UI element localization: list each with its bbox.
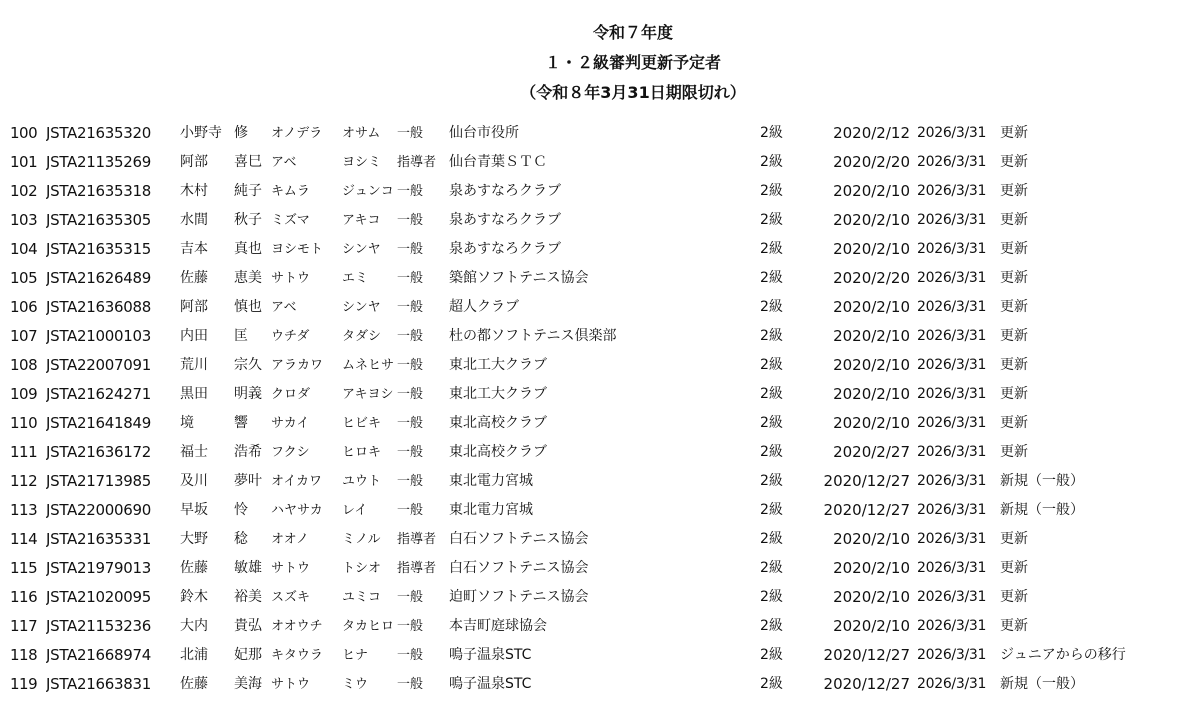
row-number: 105 xyxy=(10,269,38,287)
referee-grade: 2級 xyxy=(760,125,783,141)
last-name: 鈴木 xyxy=(180,589,208,605)
first-name-kana: ヨシミ xyxy=(342,155,382,170)
registration-date: 2020/12/27 xyxy=(823,472,910,490)
member-id: JSTA21663831 xyxy=(46,675,151,693)
first-name-kana: アキコ xyxy=(342,213,381,228)
category: 指導者 xyxy=(397,155,437,170)
first-name: 敏雄 xyxy=(234,560,262,576)
club-name: 鳴子温泉STC xyxy=(449,676,532,692)
first-name-kana: ヒビキ xyxy=(342,416,382,431)
last-name: 阿部 xyxy=(180,154,208,170)
first-name: 響 xyxy=(234,415,248,431)
category: 一般 xyxy=(397,126,424,141)
category: 一般 xyxy=(397,242,424,257)
referee-grade: 2級 xyxy=(760,531,783,547)
member-id: JSTA21636088 xyxy=(46,298,151,316)
registration-date: 2020/2/10 xyxy=(833,559,910,577)
referee-grade: 2級 xyxy=(760,299,783,315)
member-id: JSTA21668974 xyxy=(46,646,151,664)
referee-list xyxy=(0,119,1200,699)
member-id: JSTA21635315 xyxy=(46,240,151,258)
first-name: 慎也 xyxy=(234,299,262,315)
status-note: 更新 xyxy=(1000,560,1028,576)
last-name-kana: オノデラ xyxy=(271,126,323,141)
first-name-kana: ユミコ xyxy=(342,590,382,605)
first-name-kana: ミウ xyxy=(342,677,369,692)
row-number: 107 xyxy=(10,327,38,345)
status-note: 更新 xyxy=(1000,270,1028,286)
table-row xyxy=(0,670,1200,699)
first-name-kana: ジュンコ xyxy=(342,184,394,199)
club-name: 泉あすなろクラブ xyxy=(449,183,561,199)
last-name: 福士 xyxy=(180,444,208,460)
referee-grade: 2級 xyxy=(760,270,783,286)
referee-grade: 2級 xyxy=(760,212,783,228)
expiry-date: 2026/3/31 xyxy=(917,212,987,228)
registration-date: 2020/2/20 xyxy=(833,153,910,171)
expiry-date: 2026/3/31 xyxy=(917,618,987,634)
first-name-kana: アキヨシ xyxy=(342,387,394,402)
referee-grade: 2級 xyxy=(760,676,783,692)
registration-date: 2020/2/27 xyxy=(833,443,910,461)
category: 一般 xyxy=(397,213,424,228)
last-name: 境 xyxy=(180,415,194,431)
first-name: 恵美 xyxy=(234,270,262,286)
last-name: 内田 xyxy=(180,328,208,344)
club-name: 仙台青葉ＳＴＣ xyxy=(449,154,547,170)
category: 一般 xyxy=(397,445,424,460)
status-note: 更新 xyxy=(1000,154,1028,170)
category: 一般 xyxy=(397,590,424,605)
member-id: JSTA21636172 xyxy=(46,443,151,461)
first-name-kana: ヒナ xyxy=(342,648,369,663)
first-name: 明義 xyxy=(234,386,262,402)
table-row xyxy=(0,148,1200,177)
last-name: 早坂 xyxy=(180,502,208,518)
referee-grade: 2級 xyxy=(760,328,783,344)
referee-grade: 2級 xyxy=(760,618,783,634)
table-row xyxy=(0,525,1200,554)
table-row xyxy=(0,235,1200,264)
status-note: 更新 xyxy=(1000,241,1028,257)
document-header xyxy=(0,18,1200,108)
category: 一般 xyxy=(397,358,424,373)
registration-date: 2020/2/10 xyxy=(833,240,910,258)
member-id: JSTA22000690 xyxy=(46,501,151,519)
first-name-kana: レイ xyxy=(342,503,368,518)
referee-grade: 2級 xyxy=(760,444,783,460)
row-number: 104 xyxy=(10,240,38,258)
last-name-kana: オオノ xyxy=(271,532,309,547)
status-note: 更新 xyxy=(1000,589,1028,605)
referee-grade: 2級 xyxy=(760,241,783,257)
member-id: JSTA21635318 xyxy=(46,182,151,200)
club-name: 杜の都ソフトテニス倶楽部 xyxy=(449,328,617,344)
club-name: 白石ソフトテニス協会 xyxy=(449,531,589,547)
last-name: 荒川 xyxy=(180,357,208,373)
club-name: 東北高校クラブ xyxy=(449,444,547,460)
first-name: 宗久 xyxy=(234,357,262,373)
first-name: 秋子 xyxy=(234,212,262,228)
category: 一般 xyxy=(397,474,424,489)
first-name-kana: エミ xyxy=(342,271,369,286)
last-name: 及川 xyxy=(180,473,208,489)
status-note: 更新 xyxy=(1000,212,1028,228)
last-name-kana: オイカワ xyxy=(271,474,322,489)
last-name: 大内 xyxy=(180,618,208,634)
referee-grade: 2級 xyxy=(760,183,783,199)
status-note: 更新 xyxy=(1000,386,1028,402)
status-note: 更新 xyxy=(1000,531,1028,547)
category: 一般 xyxy=(397,416,424,431)
club-name: 泉あすなろクラブ xyxy=(449,241,561,257)
member-id: JSTA22007091 xyxy=(46,356,151,374)
row-number: 108 xyxy=(10,356,38,374)
category: 一般 xyxy=(397,329,424,344)
last-name-kana: キタウラ xyxy=(271,648,323,663)
expiry-date: 2026/3/31 xyxy=(917,125,987,141)
first-name: 匡 xyxy=(234,328,248,344)
expiry-date: 2026/3/31 xyxy=(917,647,987,663)
expiry-date: 2026/3/31 xyxy=(917,183,987,199)
table-row xyxy=(0,206,1200,235)
table-row xyxy=(0,380,1200,409)
fiscal-year-title: 令和７年度 xyxy=(592,23,673,42)
referee-grade: 2級 xyxy=(760,357,783,373)
row-number: 110 xyxy=(10,414,38,432)
row-number: 118 xyxy=(10,646,38,664)
last-name: 黒田 xyxy=(180,386,208,402)
first-name: 修 xyxy=(234,125,248,141)
expiry-date: 2026/3/31 xyxy=(917,270,987,286)
last-name-kana: サカイ xyxy=(271,416,310,431)
table-row xyxy=(0,438,1200,467)
club-name: 築館ソフトテニス協会 xyxy=(449,270,589,286)
category: 一般 xyxy=(397,619,424,634)
expiry-date: 2026/3/31 xyxy=(917,241,987,257)
last-name: 阿部 xyxy=(180,299,208,315)
club-name: 超人クラブ xyxy=(449,299,519,315)
last-name-kana: スズキ xyxy=(271,590,311,605)
category: 一般 xyxy=(397,271,424,286)
category: 一般 xyxy=(397,503,424,518)
last-name-kana: クロダ xyxy=(271,387,311,402)
status-note: ジュニアからの移行 xyxy=(1000,647,1126,663)
row-number: 111 xyxy=(10,443,38,461)
referee-grade: 2級 xyxy=(760,415,783,431)
club-name: 鳴子温泉STC xyxy=(449,647,532,663)
last-name: 吉本 xyxy=(180,241,208,257)
table-row xyxy=(0,641,1200,670)
last-name-kana: ウチダ xyxy=(271,329,310,344)
table-row xyxy=(0,177,1200,206)
last-name: 佐藤 xyxy=(180,270,208,286)
first-name-kana: シンヤ xyxy=(342,242,381,257)
registration-date: 2020/2/10 xyxy=(833,182,910,200)
registration-date: 2020/2/10 xyxy=(833,414,910,432)
table-row xyxy=(0,351,1200,380)
expiry-date: 2026/3/31 xyxy=(917,357,987,373)
first-name: 夢叶 xyxy=(234,473,262,489)
table-row xyxy=(0,612,1200,641)
club-name: 東北高校クラブ xyxy=(449,415,547,431)
expiry-subtitle: （令和８年3月31日期限切れ） xyxy=(520,83,746,102)
last-name-kana: アベ xyxy=(271,300,297,315)
member-id: JSTA21624271 xyxy=(46,385,151,403)
registration-date: 2020/2/10 xyxy=(833,530,910,548)
category: 一般 xyxy=(397,648,424,663)
status-note: 更新 xyxy=(1000,299,1028,315)
last-name-kana: ハヤサカ xyxy=(271,503,323,518)
referee-grade: 2級 xyxy=(760,647,783,663)
referee-grade: 2級 xyxy=(760,502,783,518)
club-name: 泉あすなろクラブ xyxy=(449,212,561,228)
last-name: 北浦 xyxy=(180,647,208,663)
first-name-kana: オサム xyxy=(342,126,381,141)
last-name-kana: キムラ xyxy=(271,184,310,199)
first-name: 貴弘 xyxy=(234,618,262,634)
registration-date: 2020/2/10 xyxy=(833,298,910,316)
referee-grade: 2級 xyxy=(760,386,783,402)
member-id: JSTA21635305 xyxy=(46,211,151,229)
first-name: 純子 xyxy=(234,183,262,199)
member-id: JSTA21000103 xyxy=(46,327,151,345)
registration-date: 2020/2/10 xyxy=(833,617,910,635)
status-note: 更新 xyxy=(1000,183,1028,199)
first-name-kana: ムネヒサ xyxy=(342,358,395,373)
status-note: 更新 xyxy=(1000,415,1028,431)
table-row xyxy=(0,467,1200,496)
last-name-kana: サトウ xyxy=(271,561,311,576)
last-name-kana: サトウ xyxy=(271,677,311,692)
status-note: 更新 xyxy=(1000,125,1028,141)
club-name: 東北工大クラブ xyxy=(449,357,547,373)
last-name: 木村 xyxy=(180,183,208,199)
club-name: 東北工大クラブ xyxy=(449,386,547,402)
status-note: 新規（一般） xyxy=(1000,473,1084,489)
member-id: JSTA21020095 xyxy=(46,588,151,606)
first-name: 妃那 xyxy=(234,647,262,663)
registration-date: 2020/2/12 xyxy=(833,124,910,142)
last-name-kana: サトウ xyxy=(271,271,311,286)
first-name-kana: タカヒロ xyxy=(342,619,395,634)
last-name-kana: ヨシモト xyxy=(271,242,324,257)
last-name-kana: ミズマ xyxy=(271,213,310,228)
category: 指導者 xyxy=(397,532,437,547)
club-name: 仙台市役所 xyxy=(449,125,519,141)
expiry-date: 2026/3/31 xyxy=(917,415,987,431)
registration-date: 2020/2/10 xyxy=(833,356,910,374)
registration-date: 2020/12/27 xyxy=(823,675,910,693)
status-note: 更新 xyxy=(1000,328,1028,344)
row-number: 106 xyxy=(10,298,38,316)
club-name: 本吉町庭球協会 xyxy=(449,618,547,634)
expiry-date: 2026/3/31 xyxy=(917,473,987,489)
table-row xyxy=(0,496,1200,525)
category: 指導者 xyxy=(397,561,437,576)
member-id: JSTA21135269 xyxy=(46,153,151,171)
expiry-date: 2026/3/31 xyxy=(917,386,987,402)
expiry-date: 2026/3/31 xyxy=(917,328,987,344)
member-id: JSTA21979013 xyxy=(46,559,151,577)
status-note: 新規（一般） xyxy=(1000,502,1084,518)
status-note: 更新 xyxy=(1000,444,1028,460)
last-name: 水間 xyxy=(180,212,208,228)
expiry-date: 2026/3/31 xyxy=(917,299,987,315)
last-name: 大野 xyxy=(180,531,208,547)
row-number: 109 xyxy=(10,385,38,403)
last-name: 小野寺 xyxy=(180,125,222,141)
first-name-kana: シンヤ xyxy=(342,300,381,315)
row-number: 103 xyxy=(10,211,38,229)
row-number: 101 xyxy=(10,153,38,171)
first-name: 美海 xyxy=(234,676,262,692)
first-name-kana: タダシ xyxy=(342,329,382,344)
table-row xyxy=(0,293,1200,322)
referee-grade: 2級 xyxy=(760,154,783,170)
expiry-date: 2026/3/31 xyxy=(917,154,987,170)
row-number: 116 xyxy=(10,588,38,606)
first-name: 裕美 xyxy=(234,589,262,605)
category: 一般 xyxy=(397,677,424,692)
registration-date: 2020/2/10 xyxy=(833,327,910,345)
document-title: １・２級審判更新予定者 xyxy=(544,53,721,72)
table-row xyxy=(0,119,1200,148)
member-id: JSTA21635320 xyxy=(46,124,151,142)
referee-grade: 2級 xyxy=(760,589,783,605)
first-name: 稔 xyxy=(234,531,248,547)
member-id: JSTA21635331 xyxy=(46,530,151,548)
category: 一般 xyxy=(397,184,424,199)
status-note: 更新 xyxy=(1000,357,1028,373)
member-id: JSTA21713985 xyxy=(46,472,151,490)
first-name-kana: ユウト xyxy=(342,474,382,489)
last-name: 佐藤 xyxy=(180,560,208,576)
member-id: JSTA21153236 xyxy=(46,617,151,635)
first-name-kana: トシオ xyxy=(342,561,382,576)
category: 一般 xyxy=(397,300,424,315)
club-name: 白石ソフトテニス協会 xyxy=(449,560,589,576)
member-id: JSTA21641849 xyxy=(46,414,151,432)
expiry-date: 2026/3/31 xyxy=(917,676,987,692)
table-row xyxy=(0,583,1200,612)
first-name-kana: ヒロキ xyxy=(342,445,382,460)
member-id: JSTA21626489 xyxy=(46,269,151,287)
row-number: 102 xyxy=(10,182,38,200)
table-row xyxy=(0,264,1200,293)
last-name-kana: アラカワ xyxy=(271,358,324,373)
last-name: 佐藤 xyxy=(180,676,208,692)
club-name: 東北電力宮城 xyxy=(449,473,533,489)
registration-date: 2020/2/10 xyxy=(833,385,910,403)
row-number: 112 xyxy=(10,472,38,490)
last-name-kana: オオウチ xyxy=(271,619,323,634)
status-note: 新規（一般） xyxy=(1000,676,1084,692)
registration-date: 2020/12/27 xyxy=(823,646,910,664)
referee-grade: 2級 xyxy=(760,473,783,489)
row-number: 114 xyxy=(10,530,38,548)
first-name-kana: ミノル xyxy=(342,532,381,547)
table-row xyxy=(0,409,1200,438)
club-name: 東北電力宮城 xyxy=(449,502,533,518)
registration-date: 2020/2/10 xyxy=(833,211,910,229)
expiry-date: 2026/3/31 xyxy=(917,531,987,547)
status-note: 更新 xyxy=(1000,618,1028,634)
expiry-date: 2026/3/31 xyxy=(917,444,987,460)
table-row xyxy=(0,322,1200,351)
last-name-kana: アベ xyxy=(271,155,297,170)
category: 一般 xyxy=(397,387,424,402)
row-number: 113 xyxy=(10,501,38,519)
expiry-date: 2026/3/31 xyxy=(917,560,987,576)
first-name: 真也 xyxy=(234,241,262,257)
first-name: 喜巳 xyxy=(234,154,262,170)
registration-date: 2020/2/10 xyxy=(833,588,910,606)
table-row xyxy=(0,554,1200,583)
expiry-date: 2026/3/31 xyxy=(917,589,987,605)
referee-grade: 2級 xyxy=(760,560,783,576)
row-number: 115 xyxy=(10,559,38,577)
registration-date: 2020/2/20 xyxy=(833,269,910,287)
expiry-date: 2026/3/31 xyxy=(917,502,987,518)
last-name-kana: フクシ xyxy=(271,445,310,460)
first-name: 怜 xyxy=(234,502,248,518)
club-name: 迫町ソフトテニス協会 xyxy=(449,589,589,605)
first-name: 浩希 xyxy=(234,444,262,460)
row-number: 119 xyxy=(10,675,38,693)
registration-date: 2020/12/27 xyxy=(823,501,910,519)
row-number: 117 xyxy=(10,617,38,635)
row-number: 100 xyxy=(10,124,38,142)
